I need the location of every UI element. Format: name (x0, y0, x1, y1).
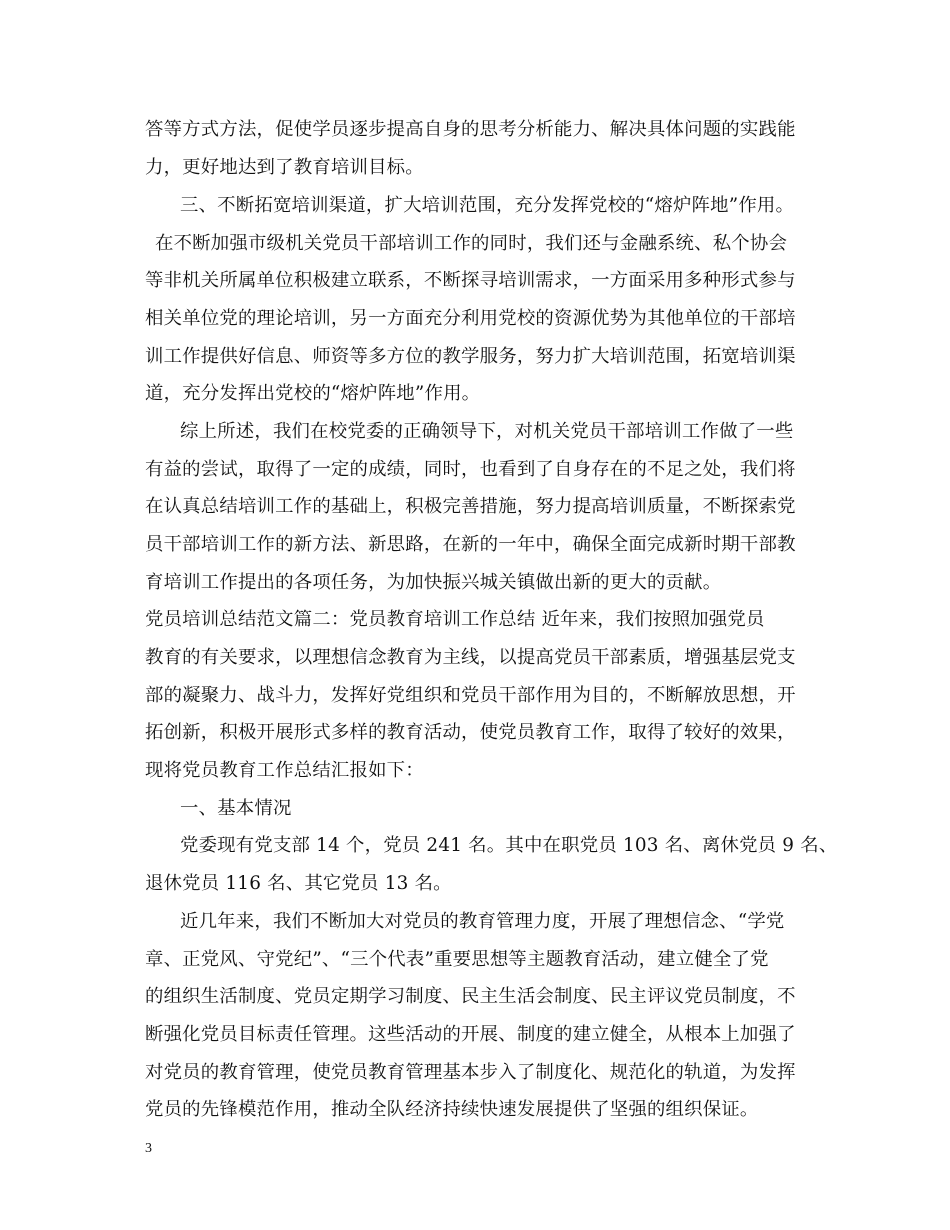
text-line: 相关单位党的理论培训，另一方面充分利用党校的资源优势为其他单位的干部培 (145, 308, 796, 329)
text-line: 答等方式方法，促使学员逐步提高自身的思考分析能力、解决具体问题的实践能 (145, 119, 796, 140)
text-line: 拓创新，积极开展形式多样的教育活动，使党员教育工作，取得了较好的效果， (145, 722, 796, 743)
text-line: 对党员的教育管理，使党员教育管理基本步入了制度化、规范化的轨道，为发挥 (145, 1062, 796, 1083)
text-line: 部的凝聚力、战斗力，发挥好党组织和党员干部作用为目的，不断解放思想，开 (145, 685, 796, 706)
text-line: 三、不断拓宽培训渠道，扩大培训范围，充分发挥党校的“熔炉阵地”作用。 (180, 195, 795, 216)
text-line: 章、正党风、守党纪”、“三个代表”重要思想等主题教育活动，建立健全了党 (145, 949, 769, 970)
text-line: 有益的尝试，取得了一定的成绩，同时，也看到了自身存在的不足之处，我们将 (145, 459, 796, 480)
section-heading: 一、基本情况 (180, 798, 292, 819)
text-line: 的组织生活制度、党员定期学习制度、民主生活会制度、民主评议党员制度，不 (145, 986, 796, 1007)
text-line: 综上所述，我们在校党委的正确领导下，对机关党员干部培训工作做了一些 (180, 421, 794, 442)
text-line: 断强化党员目标责任管理。这些活动的开展、制度的建立健全，从根本上加强了 (145, 1024, 796, 1045)
text-line: 训工作提供好信息、师资等多方位的教学服务，努力扩大培训范围，拓宽培训渠 (145, 346, 796, 367)
text-line: 等非机关所属单位积极建立联系，不断探寻培训需求，一方面采用多种形式参与 (145, 270, 796, 291)
text-line: 党员培训总结范文篇二：党员教育培训工作总结 近年来，我们按照加强党员 (145, 609, 765, 630)
text-line: 退休党员 116 名、其它党员 13 名。 (145, 873, 452, 894)
text-line: 党委现有党支部 14 个，党员 241 名。其中在职党员 103 名、离休党员 9 名、 (180, 835, 838, 856)
page-number: 3 (145, 1141, 152, 1156)
text-line: 教育的有关要求，以理想信念教育为主线，以提高党员干部素质，增强基层党支 (145, 647, 796, 668)
text-line: 员干部培训工作的新方法、新思路，在新的一年中，确保全面完成新时期干部教 (145, 534, 796, 555)
text-line: 现将党员教育工作总结汇报如下： (145, 760, 424, 781)
text-line: 育培训工作提出的各项任务，为加快振兴城关镇做出新的更大的贡献。 (145, 572, 722, 593)
text-line: 在认真总结培训工作的基础上，积极完善措施，努力提高培训质量，不断探索党 (145, 496, 796, 517)
text-line: 党员的先锋模范作用，推动全队经济持续快速发展提供了坚强的组织保证。 (145, 1099, 759, 1120)
text-line: 近几年来，我们不断加大对党员的教育管理力度，开展了理想信念、“学党 (180, 911, 785, 932)
text-line: 在不断加强市级机关党员干部培训工作的同时，我们还与金融系统、私个协会 (155, 233, 788, 254)
text-line: 道，充分发挥出党校的“熔炉阵地”作用。 (145, 383, 481, 404)
text-line: 力，更好地达到了教育培训目标。 (145, 157, 424, 178)
